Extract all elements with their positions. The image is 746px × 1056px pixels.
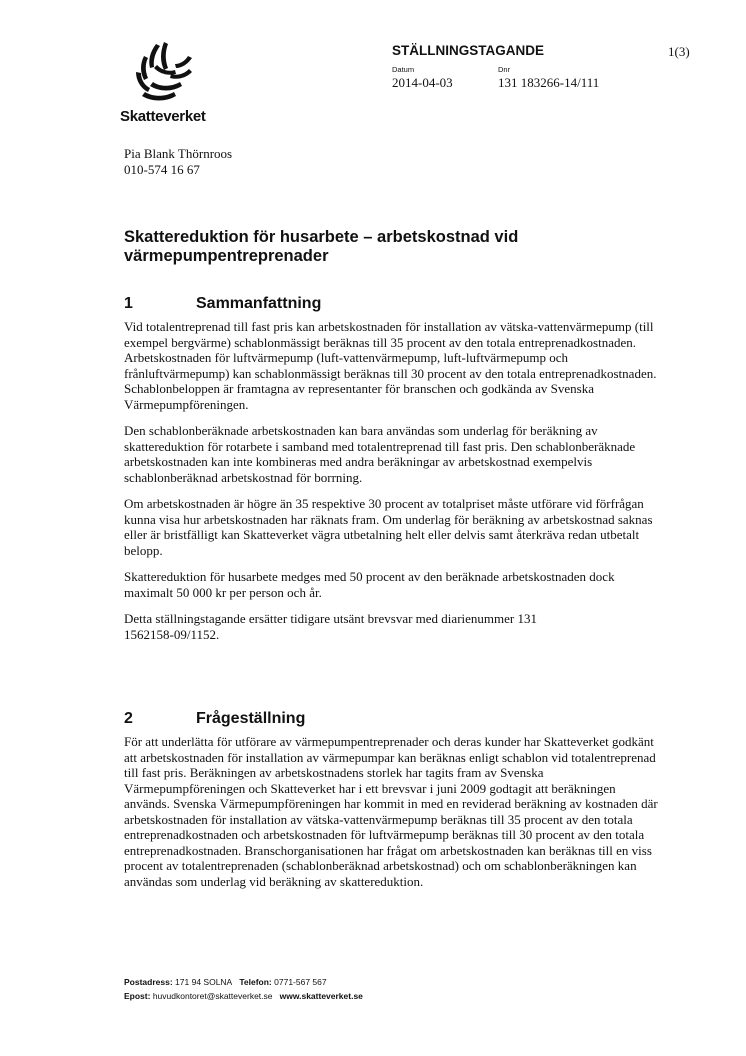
section-summary [124,295,664,653]
paragraph: Vid totalentreprenad till fast pris kan arbetskostnaden för installation av vätska-vattenvärmepump (till exempel bergvärme) schablonmässigt beräknas till 35 procent av den totala entreprenadkostnaden. Arbetskostnaden för luftvärmepump (luft-vattenvärmepump, luft-luftvärmepump och frånluftvärmepump) kan schablonmässigt beräknas till 30 procent av den totala entreprenadkostnaden. Schablonbeloppen är framtagna av representanter för branschen och godkända av Svenska Värmepumpföreningen. [124,319,657,412]
address-value: 171 94 SOLNA [175,977,233,987]
phone-value: 0771-567 567 [274,977,327,987]
date-value: 2014-04-03 [392,75,453,90]
paragraph: Detta ställningstagande ersätter tidigare utsänt brevsvar med diarienummer 131 1562158-09/1152. [124,611,537,642]
phone-label: Telefon: [239,977,272,987]
title-line-1: Skattereduktion för husarbete – arbetskostnad vid [124,228,519,246]
skatteverket-logo [120,38,230,130]
swirl-logo-icon [120,38,230,110]
paragraph: För att underlätta för utförare av värmepumpentreprenader och deras kunder har Skatteverket godkänt att arbetskostnaden för installation av värmepumpar kan beräknas enligt schablon vid totalentreprenad till fast pris. Beräkningen av arbetskostnadens storlek har tagits fram av Svenska Värmepumpföreningen och Skatteverket har i ett brevsvar i juni 2009 godtagit att beräkningen används. Svenska Värmepumpföreningen har kommit in med en reviderad beräkning av kostnaden där arbetskostnaden för installation av vätska-vattenvärmepump beräknas till 35 procent av den totala entreprenadkostnaden och arbetskostnaden för luftvärmepump beräknas till 30 procent av den totala entreprenadkostnaden. Branschorganisationen har frågat om arbetskostnaden kan beräknas till en viss procent av totalentreprenaden (schablonberäknad arbetskostnad) och om schablonberäkningen kan användas som underlag vid beräkning av skattereduktion. [124,734,658,889]
date-label: Datum [392,65,415,74]
logo-wordmark: Skatteverket [120,108,206,125]
email-label: Epost: [124,991,151,1001]
title-line-2: värmepumpentreprenader [124,247,329,265]
paragraph: Skattereduktion för husarbete medges med 50 procent av den beräknade arbetskostnaden dock maximalt 50 000 kr per person och år. [124,569,615,600]
section-title: Sammanfattning [196,295,322,312]
section-number: 2 [124,710,133,727]
page-number: 1(3) [668,44,690,59]
dnr-label: Dnr [498,65,511,74]
contact-phone: 010-574 16 67 [124,162,200,177]
section-question [124,710,664,900]
paragraph: Om arbetskostnaden är högre än 35 respektive 30 procent av totalpriset måste utförare vid förfrågan kunna visa hur arbetskostnaden har räknats fram. Om underlag för beräkning av arbetskostnad saknas eller är bristfälligt kan Skatteverket vägra utbetalning helt eller delvis samt återkräva redan utbetalt belopp. [124,496,653,558]
document-title [124,228,644,266]
section-number: 1 [124,295,133,312]
document-type: STÄLLNINGSTAGANDE [392,43,544,58]
website-link[interactable]: www.skatteverket.se [279,991,363,1001]
email-link[interactable]: huvudkontoret@skatteverket.se [152,991,273,1001]
page-footer [124,975,363,1003]
address-label: Postadress: [124,977,173,987]
dnr-value: 131 183266-14/111 [498,75,600,90]
paragraph: Den schablonberäknade arbetskostnaden kan bara användas som underlag för beräkning av skattereduktion för rotarbete i samband med totalentreprenad till fast pris. Den schablonberäknade arbetskostnaden kan inte kombineras med andra beräkningar av arbetskostnad exempelvis schablonberäknad arbetskostnad för borrning. [124,423,636,485]
footer-line-2 [124,989,363,1003]
contact-name: Pia Blank Thörnroos [124,146,233,161]
section-heading [124,710,664,728]
footer-line-1 [124,975,363,989]
contact-block [124,146,232,178]
section-title: Frågeställning [196,710,306,727]
section-heading [124,295,664,313]
